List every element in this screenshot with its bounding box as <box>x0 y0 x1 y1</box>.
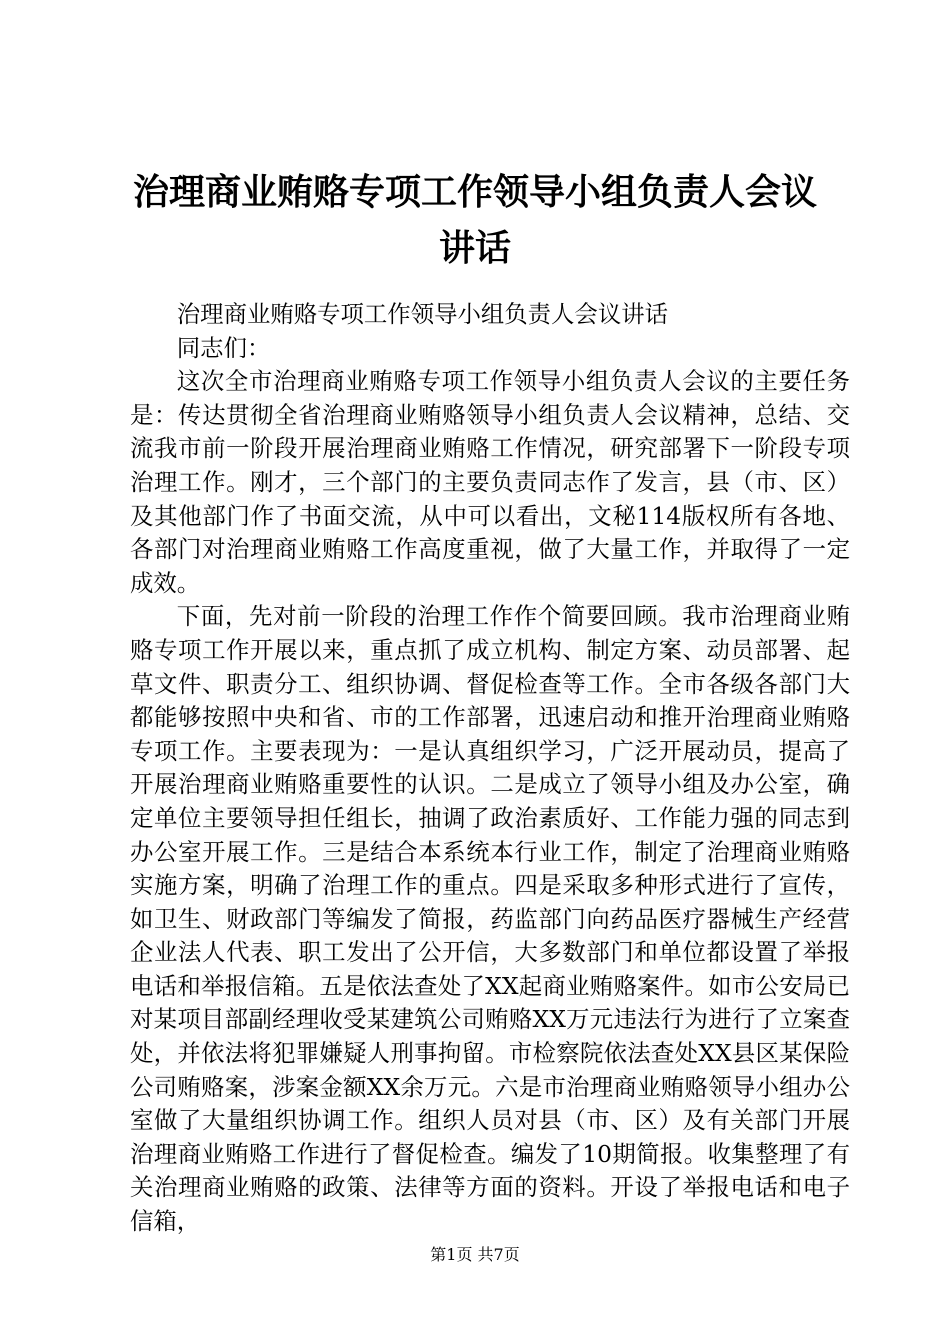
document-body <box>130 298 850 1239</box>
body-heading: 治理商业贿赂专项工作领导小组负责人会议讲话 <box>176 300 668 328</box>
page-footer: 第1页 共7页 <box>430 1245 520 1264</box>
paragraph-1: 这次全市治理商业贿赂专项工作领导小组负责人会议的主要任务是：传达贯彻全省治理商业贿赂领导小组负责人会议精神，总结、交流我市前一阶段开展治理商业贿赂工作情况，研究部署下一阶段专项治理工作。刚才，三个部门的主要负责同志作了发言，县（市、区）及其他部门作了书面交流，从中可以看出，文秘114版权所有各地、各部门对治理商业贿赂工作高度重视，做了大量工作，并取得了一定成效。 <box>130 367 850 597</box>
salutation: 同志们： <box>176 333 271 362</box>
paragraph-2: 下面，先对前一阶段的治理工作作个简要回顾。我市治理商业贿赂专项工作开展以来，重点抓了成立机构、制定方案、动员部署、起草文件、职责分工、组织协调、督促检查等工作。全市各级各部门大都能够按照中央和省、市的工作部署，迅速启动和推开治理商业贿赂专项工作。主要表现为：一是认真组织学习，广泛开展动员，提高了开展治理商业贿赂重要性的认识。二是成立了领导小组及办公室，确定单位主要领导担任组长，抽调了政治素质好、工作能力强的同志到办公室开展工作。三是结合本系统本行业工作，制定了治理商业贿赂实施方案，明确了治理工作的重点。四是采取多种形式进行了宣传，如卫生、财政部门等编发了简报，药监部门向药品医疗器械生产经营企业法人代表、职工发出了公开信，大多数部门和单位都设置了举报电话和举报信箱。五是依法查处了XX起商业贿赂案件。如市公安局已对某项目部副经理收受某建筑公司贿赂XX万元违法行为进行了立案查处，并依法将犯罪嫌疑人刑事拘留。市检察院依法查处XX县区某保险公司贿赂案，涉案金额XX余万元。六是市治理商业贿赂领导小组办公室做了大量组织协调工作。组织人员对县（市、区）及有关部门开展治理商业贿赂工作进行了督促检查。编发了10期简报。收集整理了有关治理商业贿赂的政策、法律等方面的资料。开设了举报电话和电子信箱， <box>130 602 850 1236</box>
document-title: 治理商业贿赂专项工作领导小组负责人会议讲话 <box>132 171 817 269</box>
